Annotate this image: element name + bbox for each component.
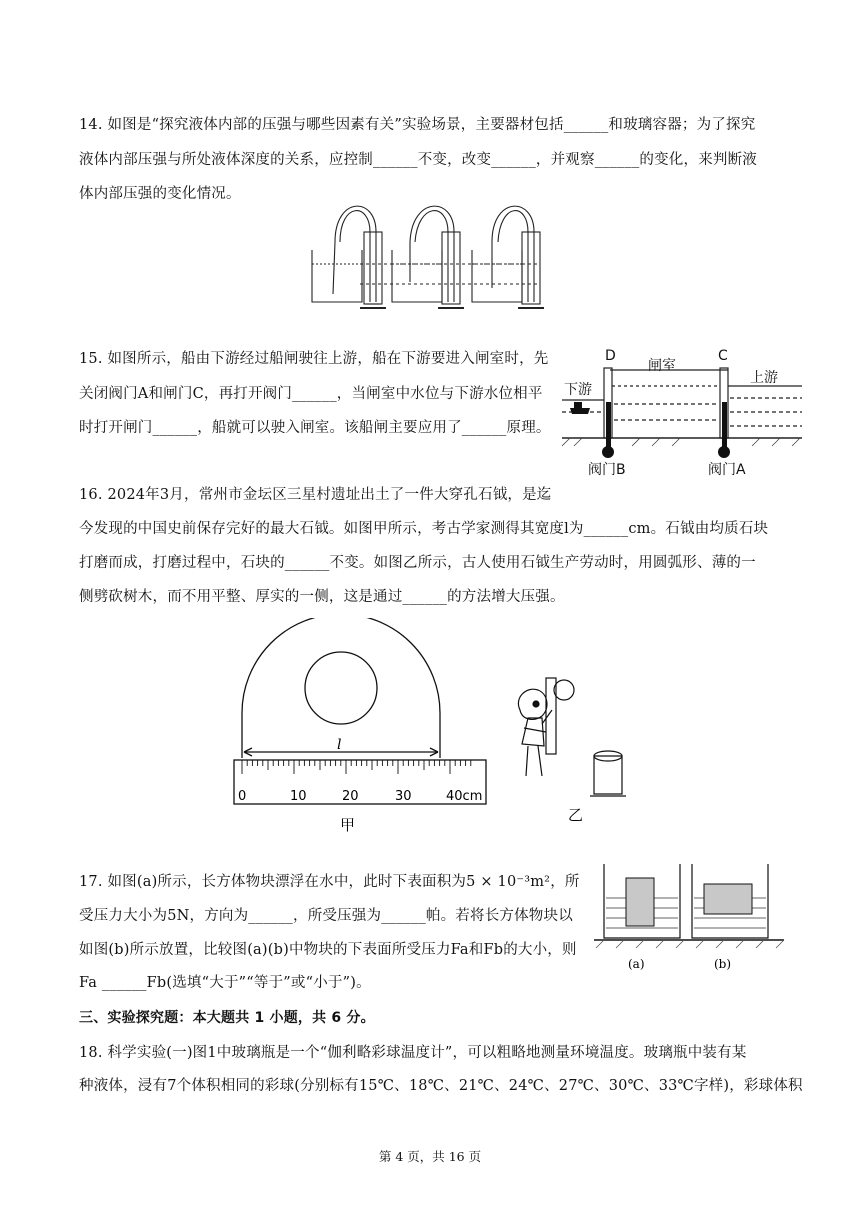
ruler-tick-10: 10 [290,789,307,804]
label-l: l [337,737,342,753]
q16-line2: 今发现的中国史前保存完好的最大石钺。如图甲所示，考古学家测得其宽度l为______cm。石钺由均质石块 [79,521,769,537]
q18-line1: 18. 科学实验(一)图1中玻璃瓶是一个“伽利略彩球温度计”，可以粗略地测量环境温度。玻璃瓶中装有某 [79,1045,747,1061]
q17-line1: 17. 如图(a)所示，长方体物块漂浮在水中，此时下表面积为5 × 10⁻³m²，所 [79,874,580,890]
q14-line3: 体内部压强的变化情况。 [79,186,241,202]
section-3-heading: 三、实验探究题：本大题共 1 小题，共 6 分。 [79,1010,375,1026]
q17-line4: Fa ______Fb(选填“大于”“等于”或“小于”)。 [79,975,371,991]
q16-line4: 侧劈砍树木，而不用平整、厚实的一侧，这是通过______的方法增大压强。 [79,589,565,605]
label-valve-b: 阀门B [588,462,626,478]
ruler-tick-0: 0 [238,789,247,804]
label-b: (b) [714,957,732,971]
q15-line2: 关闭阀门A和闸门C，再打开阀门______，当闸室中水位与下游水位相平 [79,386,543,402]
q16-stone-axe-ruler-figure [228,618,498,838]
q15-ship-lock-figure [562,342,802,484]
q16-person-axe-figure [506,670,636,830]
q14-line2: 液体内部压强与所处液体深度的关系，应控制______不变，改变______，并观察______的变化，来判断液 [79,152,757,168]
q17-line2: 受压力大小为5N，方向为______，所受压强为______帕。若将长方体物块以 [79,908,573,924]
q14-manometer-figure [300,202,550,314]
q14-line1: 14. 如图是“探究液体内部的压强与哪些因素有关”实验场景，主要器材包括______和玻璃容器；为了探究 [79,117,756,133]
page-footer: 第 4 页，共 16 页 [378,1149,482,1164]
ruler-tick-20: 20 [342,789,359,804]
label-upstream: 上游 [750,370,778,386]
q17-line3: 如图(b)所示放置，比较图(a)(b)中物块的下表面所受压力Fa和Fb的大小，则 [79,942,577,958]
label-chamber: 闸室 [648,358,676,374]
q16-line1: 16. 2024年3月，常州市金坛区三星村遗址出土了一件大穿孔石钺，是迄 [79,487,552,503]
label-C: C [718,348,728,364]
ruler-tick-30: 30 [395,789,412,804]
q16-line3: 打磨而成，打磨过程中，石块的______不变。如图乙所示，古人使用石钺生产劳动时，用圆弧形、薄的一 [79,555,756,571]
label-jia: 甲 [340,816,356,834]
q15-line1: 15. 如图所示，船由下游经过船闸驶往上游，船在下游要进入闸室时，先 [79,351,549,367]
label-downstream: 下游 [564,382,592,398]
label-valve-a: 阀门A [708,462,746,478]
label-yi: 乙 [568,806,584,824]
ruler-tick-40cm: 40cm [446,789,483,804]
label-a: (a) [628,957,645,971]
label-D: D [605,348,616,364]
q15-line3: 时打开闸门______，船就可以驶入闸室。该船闸主要应用了______原理。 [79,420,551,436]
q18-line2: 种液体，浸有7个体积相同的彩球(分别标有15℃、18℃、21℃、24℃、27℃、30℃、33℃字样)，彩球体积 [79,1078,803,1094]
q17-floating-block-figure [594,862,790,974]
